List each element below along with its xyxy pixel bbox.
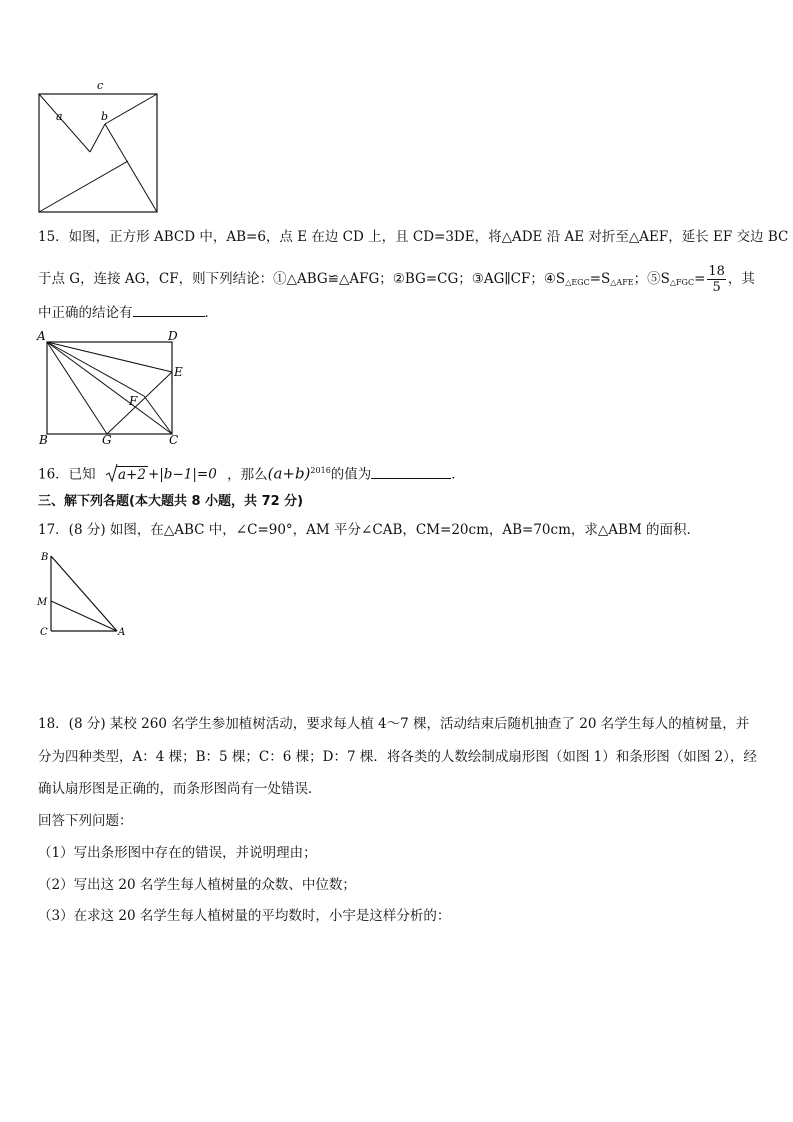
q17-label-B: B (41, 552, 49, 563)
q18-part2: （2）写出这 20 名学生每人植树量的众数、中位数； (38, 877, 356, 893)
line-d (105, 124, 157, 212)
pythagoras-square-figure (30, 76, 170, 216)
q16-sqrt (106, 466, 148, 484)
q16-line (38, 462, 465, 484)
q17-label-A: A (118, 627, 126, 638)
q17-AB (51, 556, 117, 631)
q17-label-C: C (40, 627, 48, 638)
q15-eq2: = (694, 271, 706, 287)
q15-eq: =S (589, 271, 611, 287)
q16-abs: +|b−1|=0 (147, 466, 217, 483)
q18-line1: 18．(8 分) 某校 260 名学生参加植树活动，要求每人植 4～7 棵，活动结束后随机抽查了 20 名学生每人的植树量，并 (38, 716, 750, 732)
q16-mid: ，那么 (227, 466, 268, 483)
q15-label-G: G (102, 433, 112, 446)
sqrt-sign-icon (106, 463, 118, 483)
q15-AE (47, 342, 172, 372)
q15-figure (32, 324, 192, 446)
q15-label-A: A (37, 329, 46, 343)
q16-answer-blank (371, 464, 451, 479)
q16-pre: 16．已知 (38, 466, 96, 483)
q15-answer-blank (133, 302, 205, 317)
q15-line3-text: 中正确的结论有 (38, 305, 133, 321)
q18-part1: （1）写出条形图中存在的错误，并说明理由； (38, 845, 317, 861)
q15-line3 (38, 302, 218, 322)
label-c: c (97, 79, 104, 92)
q15-AF (47, 342, 144, 396)
q17-AM (51, 601, 117, 631)
q15-frac-num: 18 (708, 264, 725, 279)
q15-line1: 15．如图，正方形 ABCD 中，AB=6，点 E 在边 CD 上，且 CD=3DE，将△ADE 沿 AE 对折至△AEF，延长 EF 交边 BC (38, 229, 789, 245)
q15-label-D: D (168, 329, 178, 343)
label-a: a (56, 110, 63, 123)
q15-sub3: △FGC (669, 278, 695, 287)
q17-label-M: M (37, 597, 48, 608)
q15-AG (47, 342, 107, 434)
q15-label-B: B (39, 433, 48, 446)
q15-label-C: C (169, 433, 179, 446)
line-b (105, 94, 157, 124)
q15-line2-text: 于点 G，连接 AG，CF，则下列结论：①△ABG≌△AFG；②BG=CG；③AG∥CF；④S (38, 271, 566, 287)
q15-tail: ，其 (727, 271, 755, 287)
q16-expr: (a+b) (267, 464, 311, 483)
line-a (39, 94, 90, 152)
q18-line2: 分为四种类型，A：4 棵；B：5 棵；C：6 棵；D：7 棵．将各类的人数绘制成扇形图（如图 1）和条形图（如图 2），经 (38, 749, 757, 765)
q15-line3-end: ． (204, 305, 218, 321)
label-b: b (101, 110, 109, 123)
q16-post: 的值为 (330, 466, 372, 483)
q15-fraction (707, 264, 726, 295)
q15-label-E: E (174, 365, 183, 379)
q15-FC (144, 396, 172, 434)
q15-sub1: △EGC (565, 278, 590, 287)
q15-line2 (38, 264, 755, 295)
inner-square-edge (90, 124, 105, 152)
q17-triangle-figure (32, 546, 132, 641)
q16-sqrt-content: a+2 (117, 466, 146, 483)
q15-frac-den: 5 (712, 280, 721, 295)
q18-line4: 回答下列问题： (38, 813, 133, 829)
q16-exp: 2016 (310, 466, 331, 475)
section-3-heading: 三、解下列各题(本大题共 8 小题，共 72 分) (38, 494, 304, 509)
q17-text: 17．(8 分) 如图，在△ABC 中，∠C=90°，AM 平分∠CAB，CM=20cm，AB=70cm，求△ABM 的面积． (38, 522, 701, 538)
q15-AC (47, 342, 172, 434)
q18-line3: 确认扇形图是正确的，而条形图尚有一处错误． (38, 781, 322, 797)
q16-end: ． (451, 466, 465, 483)
line-c-bottom (39, 161, 128, 212)
q15-label-F: F (129, 394, 138, 408)
q15-sep: ；⑤S (633, 271, 670, 287)
q15-sub2: △AFE (610, 278, 634, 287)
q18-part3: （3）在求这 20 名学生每人植树量的平均数时，小宇是这样分析的： (38, 908, 451, 924)
